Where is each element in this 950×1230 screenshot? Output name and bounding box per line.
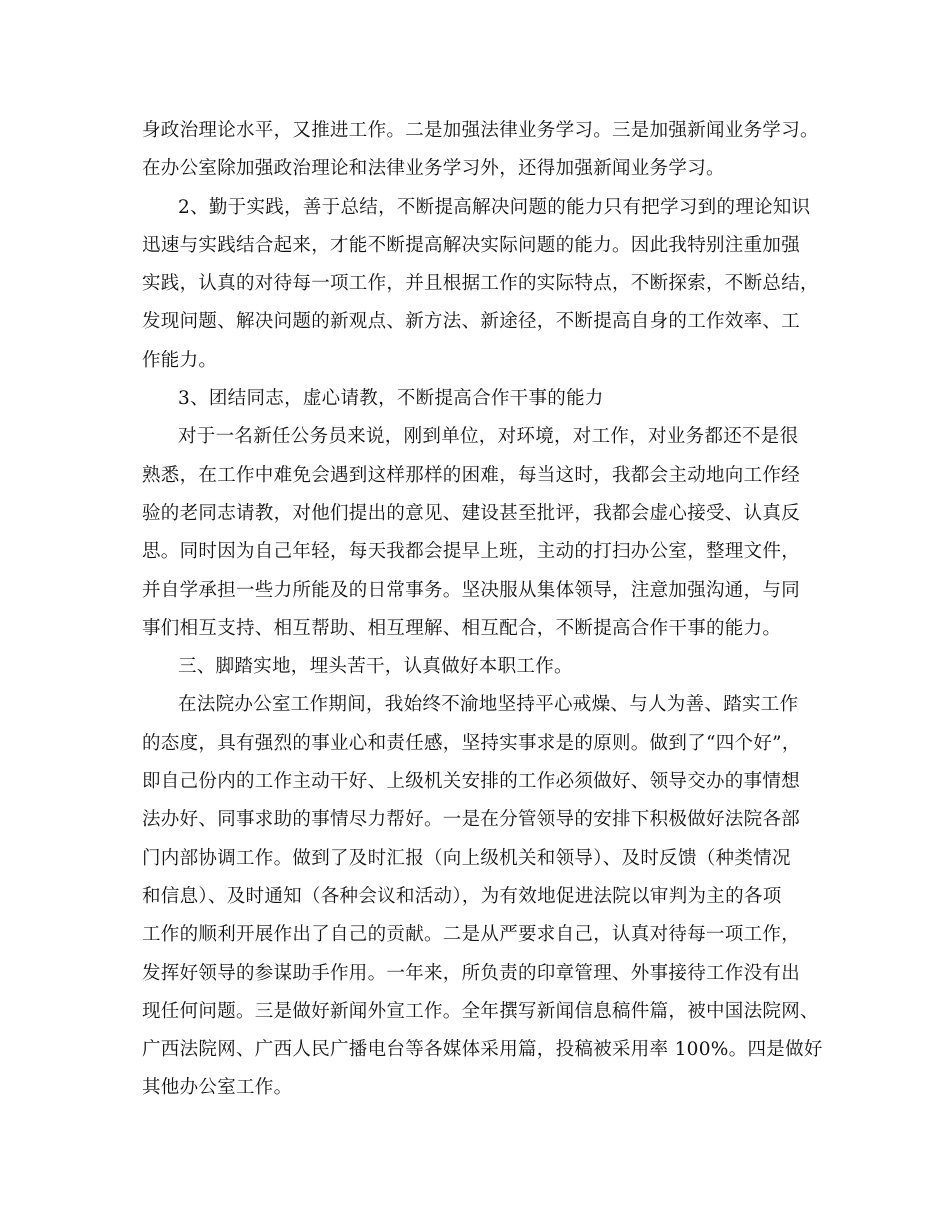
text-line: 3、团结同志，虚心请教，不断提高合作干事的能力 [178, 388, 604, 410]
text-line: 工作的顺利开展作出了自己的贡献。二是从严要求自己，认真对待每一项工作， [142, 924, 801, 946]
text-line: 广西法院网、广西人民广播电台等各媒体采用篇，投稿被采用率 100%。四是做好 [142, 1039, 823, 1061]
text-line: 在法院办公室工作期间，我始终不渝地坚持平心戒燥、与人为善、踏实工作 [178, 694, 799, 716]
text-line: 迅速与实践结合起来，才能不断提高解决实际问题的能力。因此我特别注重加强 [142, 234, 801, 256]
text-line: 思。同时因为自己年轻，每天我都会提早上班，主动的打扫办公室，整理文件， [142, 541, 801, 563]
text-line: 事们相互支持、相互帮助、相互理解、相互配合，不断提高合作干事的能力。 [142, 617, 782, 639]
text-line: 对于一名新任公务员来说，刚到单位，对环境，对工作，对业务都还不是很 [178, 426, 799, 448]
text-line: 的态度，具有强烈的事业心和责任感，坚持实事求是的原则。做到了“四个好”， [142, 732, 801, 754]
text-line: 和信息）、及时通知（各种会议和活动），为有效地促进法院以审判为主的各项 [142, 885, 782, 907]
text-line: 即自己份内的工作主动干好、上级机关安排的工作必须做好、领导交办的事情想 [142, 771, 801, 793]
text-line: 实践，认真的对待每一项工作，并且根据工作的实际特点，不断探索，不断总结， [142, 273, 819, 295]
text-line: 2、勤于实践，善于总结，不断提高解决问题的能力只有把学习到的理论知识 [178, 196, 811, 218]
text-line: 发挥好领导的参谋助手作用。一年来，所负责的印章管理、外事接待工作没有出 [142, 962, 801, 984]
text-line: 验的老同志请教，对他们提出的意见、建设甚至批评，我都会虚心接受、认真反 [142, 502, 801, 524]
text-line: 法办好、同事求助的事情尽力帮好。一是在分管领导的安排下积极做好法院各部 [142, 809, 801, 831]
document-body [142, 112, 823, 1108]
text-line: 现任何问题。三是做好新闻外宣工作。全年撰写新闻信息稿件篇，被中国法院网、 [142, 1000, 819, 1022]
text-line: 在办公室除加强政治理论和法律业务学习外，还得加强新闻业务学习。 [142, 158, 725, 180]
text-line: 熟悉，在工作中难免会遇到这样那样的困难，每当这时，我都会主动地向工作经 [142, 464, 801, 486]
text-line: 并自学承担一些力所能及的日常事务。坚决服从集体领导，注意加强沟通，与同 [142, 579, 801, 601]
text-line: 发现问题、解决问题的新观点、新方法、新途径，不断提高自身的工作效率、工 [142, 311, 801, 333]
text-line: 其他办公室工作。 [142, 1077, 293, 1099]
text-line: 门内部协调工作。做到了及时汇报（向上级机关和领导）、及时反馈（种类情况 [142, 847, 791, 869]
text-line: 身政治理论水平，又推进工作。二是加强法律业务学习。三是加强新闻业务学习。 [142, 120, 819, 141]
text-line: 作能力。 [142, 349, 218, 371]
text-line: 三、脚踏实地，埋头苦干，认真做好本职工作。 [178, 656, 573, 678]
